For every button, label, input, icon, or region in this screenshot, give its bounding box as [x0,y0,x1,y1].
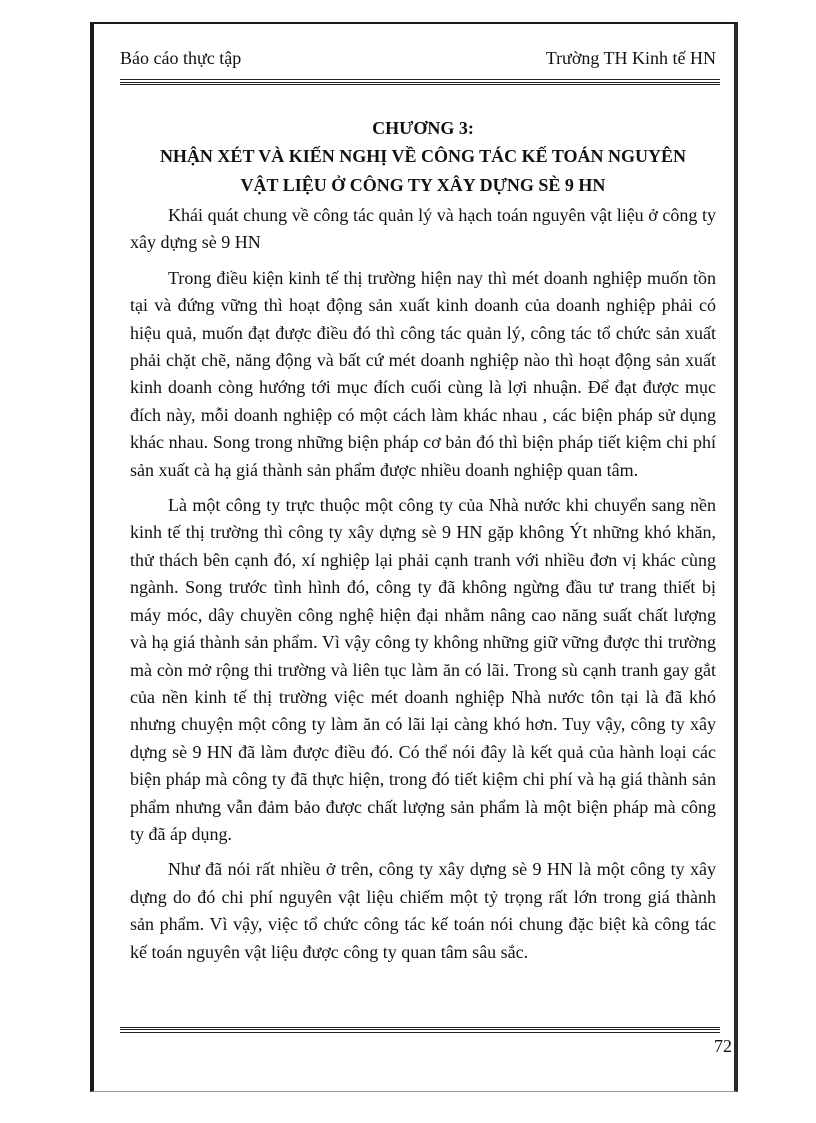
paragraph-market-conditions: Trong điều kiện kinh tế thị trường hiện nay thì mét doanh nghiệp muốn tồn tại và đứng vững thì hoạt động sản xuất kinh doanh của doanh nghiệp phải có hiệu quả, muốn đạt được điều đó thì công tác quản lý, công tác tổ chức sản xuất phải chặt chẽ, năng động và bất cứ mét doanh nghiệp nào thì hoạt động sản xuất kinh doanh còng hướng tới mục đích cuối cùng là lợi nhuận. Để đạt được mục đích này, mỗi doanh nghiệp có một cách làm khác nhau , các biện pháp sử dụng khác nhau. Song trong những biện pháp cơ bản đó thì biện pháp tiết kiệm chi phí sản xuất cà hạ giá thành sản phẩm được nhiều doanh nghiệp quan tâm. [130,267,716,480]
header-school-name: Trường TH Kinh tế HN [545,48,716,68]
page-content [130,114,716,974]
header-report-title: Báo cáo thực tập [120,48,242,68]
chapter-number: CHƯƠNG 3: [372,118,474,138]
page-number: 72 [714,1036,732,1056]
chapter-title-line-1: NHẬN XÉT VÀ KIẾN NGHỊ VỀ CÔNG TÁC KẾ TOÁN NGUYÊN [159,146,687,166]
header-rule [120,79,720,85]
chapter-title-line-2: VẬT LIỆU Ở CÔNG TY XÂY DỰNG SÈ 9 HN [240,175,606,195]
paragraph-overview: Khái quát chung về công tác quản lý và hạch toán nguyên vật liệu ở công ty xây dựng sè 9 HN [130,205,716,253]
paragraph-material-costs: Như đã nói rất nhiều ở trên, công ty xây dựng sè 9 HN là một công ty xây dựng do đó chi phí nguyên vật liệu chiếm một tỷ trọng rất lớn trong giá thành sản phẩm. Vì vậy, việc tổ chức công tác kế toán nói chung đặc biệt kà công tác kế toán nguyên vật liệu được công ty quan tâm sâu sắc. [130,859,716,962]
page-header [120,48,720,76]
paragraph-company-situation: Là một công ty trực thuộc một công ty của Nhà nước khi chuyển sang nền kinh tế thị trường thì công ty xây dựng sè 9 HN gặp không Ýt những khó khăn, thử thách bên cạnh đó, xí nghiệp lại phải cạnh tranh với nhiều đơn vị khác cùng ngành. Song trước tình hình đó, công ty đã không ngừng đầu tư trang thiết bị máy móc, dây chuyền công nghệ hiện đại nhằm nâng cao năng suất chất lượng và hạ giá thành sản phẩm. Vì vậy công ty không những giữ vững được thi trường mà còn mở rộng thi trường và liên tục làm ăn có lãi. Trong sù cạnh tranh gay gắt của nền kinh tế thị trường việc mét doanh nghiệp Nhà nước tôn tại là đã khó nhưng chuyện một công ty làm ăn có lãi lại càng khó hơn. Tuy vậy, công ty xây dựng sè 9 HN đã làm được điều đó. Có thể nói đây là kết quả của hành loại các biện pháp mà công ty đã thực hiện, trong đó tiết kiệm chi phí và hạ giá thành sản phẩm nhưng vẫn đảm bảo được chất lượng sản phẩm là một biện pháp mà công ty đã áp dụng. [130,495,716,844]
footer-rule [120,1027,720,1033]
